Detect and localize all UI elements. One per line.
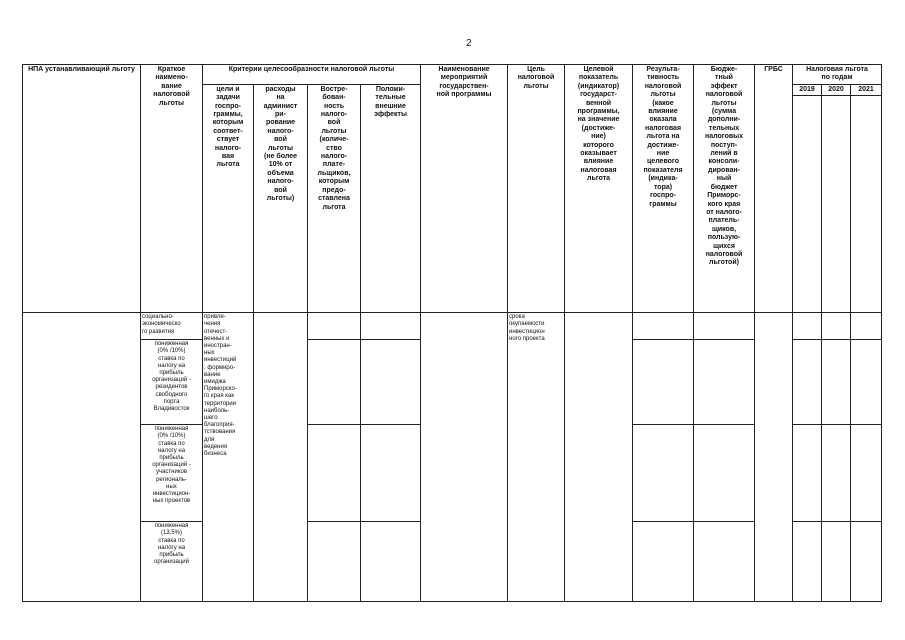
header-grbs: ГРБС <box>755 65 793 313</box>
year-2019-header-empty <box>793 96 822 313</box>
year-2021-header-empty <box>851 96 882 313</box>
demand-cell-1 <box>308 313 361 340</box>
header-tax-benefit-by-year: Налоговая льгота по годам <box>793 65 882 85</box>
year-2020-header-empty <box>822 96 851 313</box>
budget-effect-cell-4 <box>694 522 755 602</box>
effects-cell-2 <box>361 340 421 425</box>
grbs-cell <box>755 313 793 602</box>
header-year-2019: 2019 <box>793 84 822 95</box>
target-indicator-cell <box>565 313 633 602</box>
effectiveness-cell-1 <box>633 313 694 340</box>
short-name-top: социально- экономическо го развития <box>141 313 203 340</box>
y2020-cell-3 <box>822 425 851 522</box>
effects-cell-4 <box>361 522 421 602</box>
goal-text: срока окупаемости инвестицион ного проекта <box>508 313 565 602</box>
demand-cell-3 <box>308 425 361 522</box>
y2021-cell-1 <box>851 313 882 340</box>
header-target-indicator: Целевой показатель (индикатор) государст- венной программы, на значение (достиже- ние) которого оказывает влияние налоговая льгота <box>565 65 633 313</box>
y2021-cell-4 <box>851 522 882 602</box>
short-name-1: пониженная (0% /10%) ставка по налогу на прибыль организаций - резидентов свободного порта Владивосток <box>141 340 203 425</box>
y2020-cell-4 <box>822 522 851 602</box>
header-criteria: Критерии целесообразности налоговой льготы <box>203 65 421 85</box>
header-criteria-demand: Востре- бован- ность налого- вой льготы (количе- ство налого- плате- льщиков, которым предо- ставлена льгота <box>308 84 361 312</box>
tax-benefit-table <box>22 64 882 602</box>
short-name-2: пониженная (0% /10%) ставка по налогу на прибыль организаций - участников региональ- ных инвестицион- ных проектов <box>141 425 203 522</box>
effects-cell-3 <box>361 425 421 522</box>
header-short-name: Краткое наимено- вание налоговой льготы <box>141 65 203 313</box>
header-goal: Цель налоговой льготы <box>508 65 565 313</box>
program-events-cell <box>421 313 508 602</box>
y2020-cell-1 <box>822 313 851 340</box>
effectiveness-cell-4 <box>633 522 694 602</box>
page-number: 2 <box>466 38 472 49</box>
y2019-cell-1 <box>793 313 822 340</box>
y2021-cell-3 <box>851 425 882 522</box>
demand-cell-4 <box>308 522 361 602</box>
header-year-2020: 2020 <box>822 84 851 95</box>
budget-effect-cell-3 <box>694 425 755 522</box>
effects-cell-1 <box>361 313 421 340</box>
short-name-3: пониженная (13,5%) ставка по налогу на прибыль организаций <box>141 522 203 602</box>
goals-text: привле- чения отечест- венных и иностран- ных инвестиций ; формиро- вание имиджа Приморско- го края как территории наиболь- шего благоприя- тствования для ведения бизнеса <box>203 313 254 602</box>
header-year-2021: 2021 <box>851 84 882 95</box>
y2019-cell-2 <box>793 340 822 425</box>
header-criteria-effects: Положи- тельные внешние эффекты <box>361 84 421 312</box>
header-criteria-admin-costs: расходы на админист ри- рование налого- вой льготы (не более 10% от объема налого- вой льготы) <box>254 84 308 312</box>
demand-cell-2 <box>308 340 361 425</box>
header-effectiveness: Результа- тивность налоговой льготы (какое влияние оказала налоговая льгота на достиже- ние целевого показателя (индика- тора) госпро- граммы <box>633 65 694 313</box>
header-program-events: Наименование мероприятий государствен- ной программы <box>421 65 508 313</box>
header-criteria-goals: цели и задачи госпро- граммы, которым соответ- ствует налого- вая льгота <box>203 84 254 312</box>
header-npa: НПА устанавливающий льготу <box>23 65 141 313</box>
admin-costs-cell <box>254 313 308 602</box>
y2019-cell-3 <box>793 425 822 522</box>
effectiveness-cell-2 <box>633 340 694 425</box>
effectiveness-cell-3 <box>633 425 694 522</box>
budget-effect-cell-1 <box>694 313 755 340</box>
y2019-cell-4 <box>793 522 822 602</box>
y2020-cell-2 <box>822 340 851 425</box>
header-budget-effect: Бюдже- тный эффект налоговой льготы (сумма дополни- тельных налоговых поступ- лений в консоли- дирован- ный бюджет Приморс- кого края от налого- платель- щиков, пользую- щихся налоговой льготой) <box>694 65 755 313</box>
y2021-cell-2 <box>851 340 882 425</box>
npa-cell <box>23 313 141 602</box>
budget-effect-cell-2 <box>694 340 755 425</box>
